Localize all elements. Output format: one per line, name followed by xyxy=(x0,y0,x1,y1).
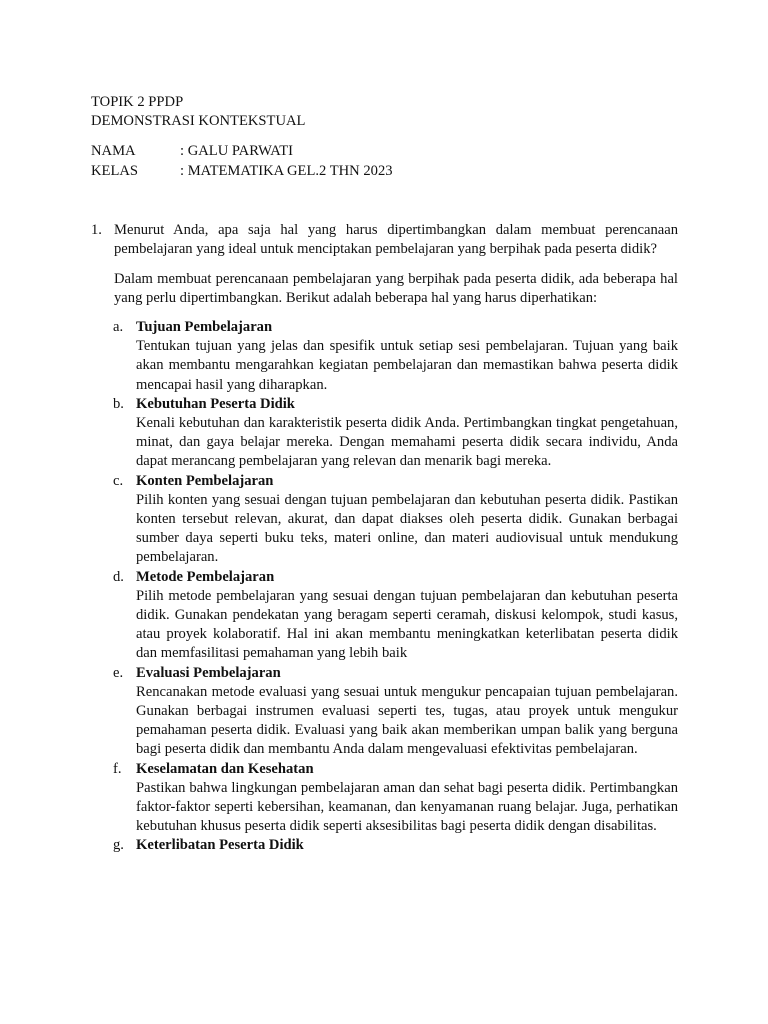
question-number: 1. xyxy=(91,222,102,238)
answer-list xyxy=(91,318,678,856)
class-row xyxy=(91,162,691,182)
item-title: Metode Pembelajaran xyxy=(136,568,275,585)
list-item xyxy=(91,472,678,568)
item-title: Konten Pembelajaran xyxy=(136,472,274,489)
item-body: Rencanakan metode evaluasi yang sesuai untuk mengukur pencapaian tujuan pembelajaran. Gunakan berbagai instrumen evaluasi seperti tes, tugas, atau proyek untuk mengukur pemahaman peserta didik. Evaluasi yang baik akan memberikan umpan balik yang berguna bagi peserta didik dan membantu Anda dalam mengevaluasi efektivitas pembelajaran. xyxy=(136,683,678,758)
item-letter: c. xyxy=(113,472,124,489)
item-title: Keselamatan dan Kesehatan xyxy=(136,760,314,777)
class-value: : MATEMATIKA GEL.2 THN 2023 xyxy=(180,163,393,179)
item-body: Pastikan bahwa lingkungan pembelajaran aman dan sehat bagi peserta didik. Pertimbangkan faktor-faktor seperti kebersihan, keamanan, dan kenyamanan ruang belajar. Juga, perhatikan kebutuhan khusus peserta didik seperti aksesibilitas bagi peserta didik dengan disabilitas. xyxy=(136,779,678,835)
item-body: Kenali kebutuhan dan karakteristik peserta didik Anda. Pertimbangkan tingkat pengetahuan, minat, dan gaya belajar mereka. Dengan memahami peserta didik secara individu, Anda dapat merancang pembelajaran yang relevan dan menarik bagi mereka. xyxy=(136,415,678,470)
item-letter: a. xyxy=(113,319,124,335)
item-title: Kebutuhan Peserta Didik xyxy=(136,395,295,412)
answer-intro: Dalam membuat perencanaan pembelajaran yang berpihak pada peserta didik, ada beberapa hal yang perlu dipertimbangkan. Berikut adalah beberapa hal yang harus diperhatikan: xyxy=(114,271,678,307)
item-letter: g. xyxy=(113,837,124,854)
item-letter: e. xyxy=(113,664,124,681)
list-item xyxy=(91,760,678,837)
class-label: KELAS xyxy=(91,163,139,179)
list-item xyxy=(91,395,678,472)
topic-title: TOPIK 2 PPDP xyxy=(91,94,184,110)
item-letter: f. xyxy=(113,760,122,777)
item-title: Evaluasi Pembelajaran xyxy=(136,664,281,681)
list-item xyxy=(91,836,678,855)
item-letter: b. xyxy=(113,395,124,412)
list-item xyxy=(91,318,678,395)
question-1 xyxy=(91,221,678,259)
item-title: Keterlibatan Peserta Didik xyxy=(136,837,304,854)
item-title: Tujuan Pembelajaran xyxy=(136,319,273,335)
name-label: NAMA xyxy=(91,143,136,159)
item-body: Pilih konten yang sesuai dengan tujuan pembelajaran dan kebutuhan peserta didik. Pastikan konten tersebut relevan, akurat, dan dapat diakses oleh peserta didik. Gunakan berbagai sumber daya seperti buku teks, materi online, dan materi audiovisual untuk mendukung pembelajaran. xyxy=(136,491,678,566)
list-item xyxy=(91,664,678,760)
list-item xyxy=(91,568,678,664)
item-body: Tentukan tujuan yang jelas dan spesifik untuk setiap sesi pembelajaran. Tujuan yang baik akan membantu mengarahkan kegiatan pembelajaran dan memastikan bahwa peserta didik mencapai hasil yang diharapkan. xyxy=(136,338,678,393)
document-header xyxy=(91,93,691,131)
topic-subtitle: DEMONSTRASI KONTEKSTUAL xyxy=(91,113,306,130)
item-letter: d. xyxy=(113,568,124,585)
name-value: : GALU PARWATI xyxy=(180,143,293,159)
identity-block xyxy=(91,142,691,182)
question-text: Menurut Anda, apa saja hal yang harus dipertimbangkan dalam membuat perencanaan pembelajaran yang ideal untuk menciptakan pembelajaran yang berpihak pada peserta didik? xyxy=(114,222,678,258)
item-body: Pilih metode pembelajaran yang sesuai dengan tujuan pembelajaran dan kebutuhan peserta didik. Gunakan pendekatan yang beragam seperti ceramah, diskusi kelompok, studi kasus, atau proyek kolaboratif. Hal ini akan membantu meningkatkan keterlibatan peserta didik dan memfasilitasi pemahaman yang lebih baik xyxy=(136,587,678,662)
name-row xyxy=(91,142,691,162)
